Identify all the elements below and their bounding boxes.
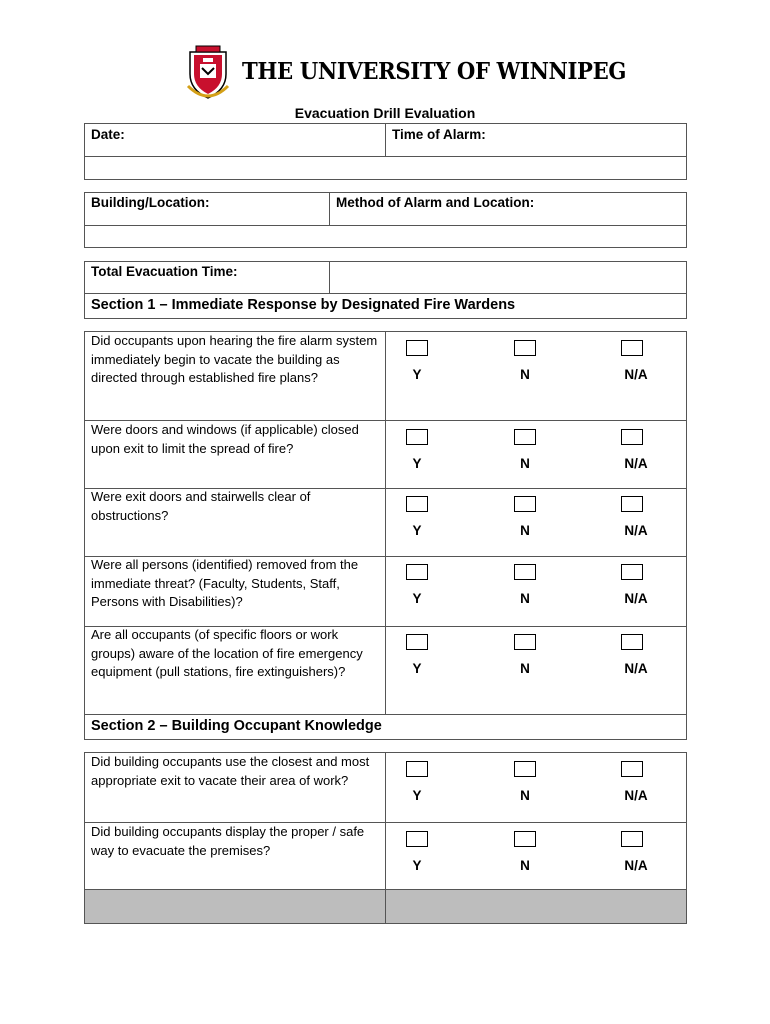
- divider: [329, 192, 330, 225]
- na-label: N/A: [624, 788, 648, 803]
- section-2-title: Section 2 – Building Occupant Knowledge: [91, 718, 382, 734]
- date-time-field[interactable]: [85, 157, 686, 179]
- na-checkbox[interactable]: [621, 340, 643, 356]
- question-text: Were exit doors and stairwells clear of obstructions?: [91, 489, 311, 523]
- total-evacuation-time-label: Total Evacuation Time:: [91, 264, 238, 279]
- time-of-alarm-label: Time of Alarm:: [392, 127, 486, 142]
- na-checkbox[interactable]: [621, 761, 643, 777]
- yes-label: Y: [412, 367, 422, 382]
- na-label: N/A: [624, 523, 648, 538]
- na-checkbox[interactable]: [621, 429, 643, 445]
- form-title: Evacuation Drill Evaluation: [294, 105, 476, 121]
- university-name: THE UNIVERSITY OF WINNIPEG: [242, 58, 627, 85]
- no-checkbox[interactable]: [514, 564, 536, 580]
- no-label: N: [520, 788, 530, 803]
- yes-label: Y: [412, 591, 422, 606]
- total-evacuation-time-field[interactable]: [330, 262, 686, 292]
- yes-checkbox[interactable]: [406, 496, 428, 512]
- university-crest-logo: [186, 44, 230, 102]
- na-label: N/A: [624, 456, 648, 471]
- no-checkbox[interactable]: [514, 634, 536, 650]
- method-of-alarm-label: Method of Alarm and Location:: [336, 195, 535, 210]
- question-text: Are all occupants (of specific floors or work groups) aware of the location of fire emergency equipment (pull stations, fire extinguishers)?: [91, 627, 363, 680]
- yes-checkbox[interactable]: [406, 564, 428, 580]
- no-checkbox[interactable]: [514, 429, 536, 445]
- divider: [385, 123, 386, 156]
- no-checkbox[interactable]: [514, 761, 536, 777]
- no-checkbox[interactable]: [514, 831, 536, 847]
- yes-checkbox[interactable]: [406, 340, 428, 356]
- no-label: N: [520, 523, 530, 538]
- footer-cell-left: [85, 890, 385, 923]
- na-label: N/A: [624, 661, 648, 676]
- yes-checkbox[interactable]: [406, 634, 428, 650]
- yes-label: Y: [412, 788, 422, 803]
- na-label: N/A: [624, 858, 648, 873]
- na-label: N/A: [624, 591, 648, 606]
- yes-checkbox[interactable]: [406, 761, 428, 777]
- divider: [84, 293, 687, 294]
- na-checkbox[interactable]: [621, 634, 643, 650]
- question-text: Did occupants upon hearing the fire alarm system immediately begin to vacate the building as directed through established fire plans?: [91, 333, 378, 386]
- building-location-label: Building/Location:: [91, 195, 210, 210]
- yes-checkbox[interactable]: [406, 831, 428, 847]
- no-label: N: [520, 456, 530, 471]
- na-checkbox[interactable]: [621, 831, 643, 847]
- na-label: N/A: [624, 367, 648, 382]
- no-label: N: [520, 367, 530, 382]
- section-1-title: Section 1 – Immediate Response by Designated Fire Wardens: [91, 297, 516, 313]
- na-checkbox[interactable]: [621, 496, 643, 512]
- divider: [385, 331, 386, 715]
- question-text: Were doors and windows (if applicable) closed upon exit to limit the spread of fire?: [91, 422, 359, 456]
- na-checkbox[interactable]: [621, 564, 643, 580]
- building-method-field[interactable]: [85, 226, 686, 247]
- yes-label: Y: [412, 858, 422, 873]
- yes-checkbox[interactable]: [406, 429, 428, 445]
- yes-label: Y: [412, 661, 422, 676]
- yes-label: Y: [412, 456, 422, 471]
- no-checkbox[interactable]: [514, 496, 536, 512]
- question-text: Were all persons (identified) removed from the immediate threat? (Faculty, Students, Staff, Persons with Disabilities)?: [91, 557, 359, 610]
- question-text: Did building occupants use the closest and most appropriate exit to vacate their area of work?: [91, 754, 370, 788]
- no-label: N: [520, 661, 530, 676]
- no-label: N: [520, 858, 530, 873]
- no-checkbox[interactable]: [514, 340, 536, 356]
- question-text: Did building occupants display the proper / safe way to evacuate the premises?: [91, 824, 365, 858]
- yes-label: Y: [412, 523, 422, 538]
- footer-cell-right: [386, 890, 686, 923]
- no-label: N: [520, 591, 530, 606]
- date-label: Date:: [91, 127, 125, 142]
